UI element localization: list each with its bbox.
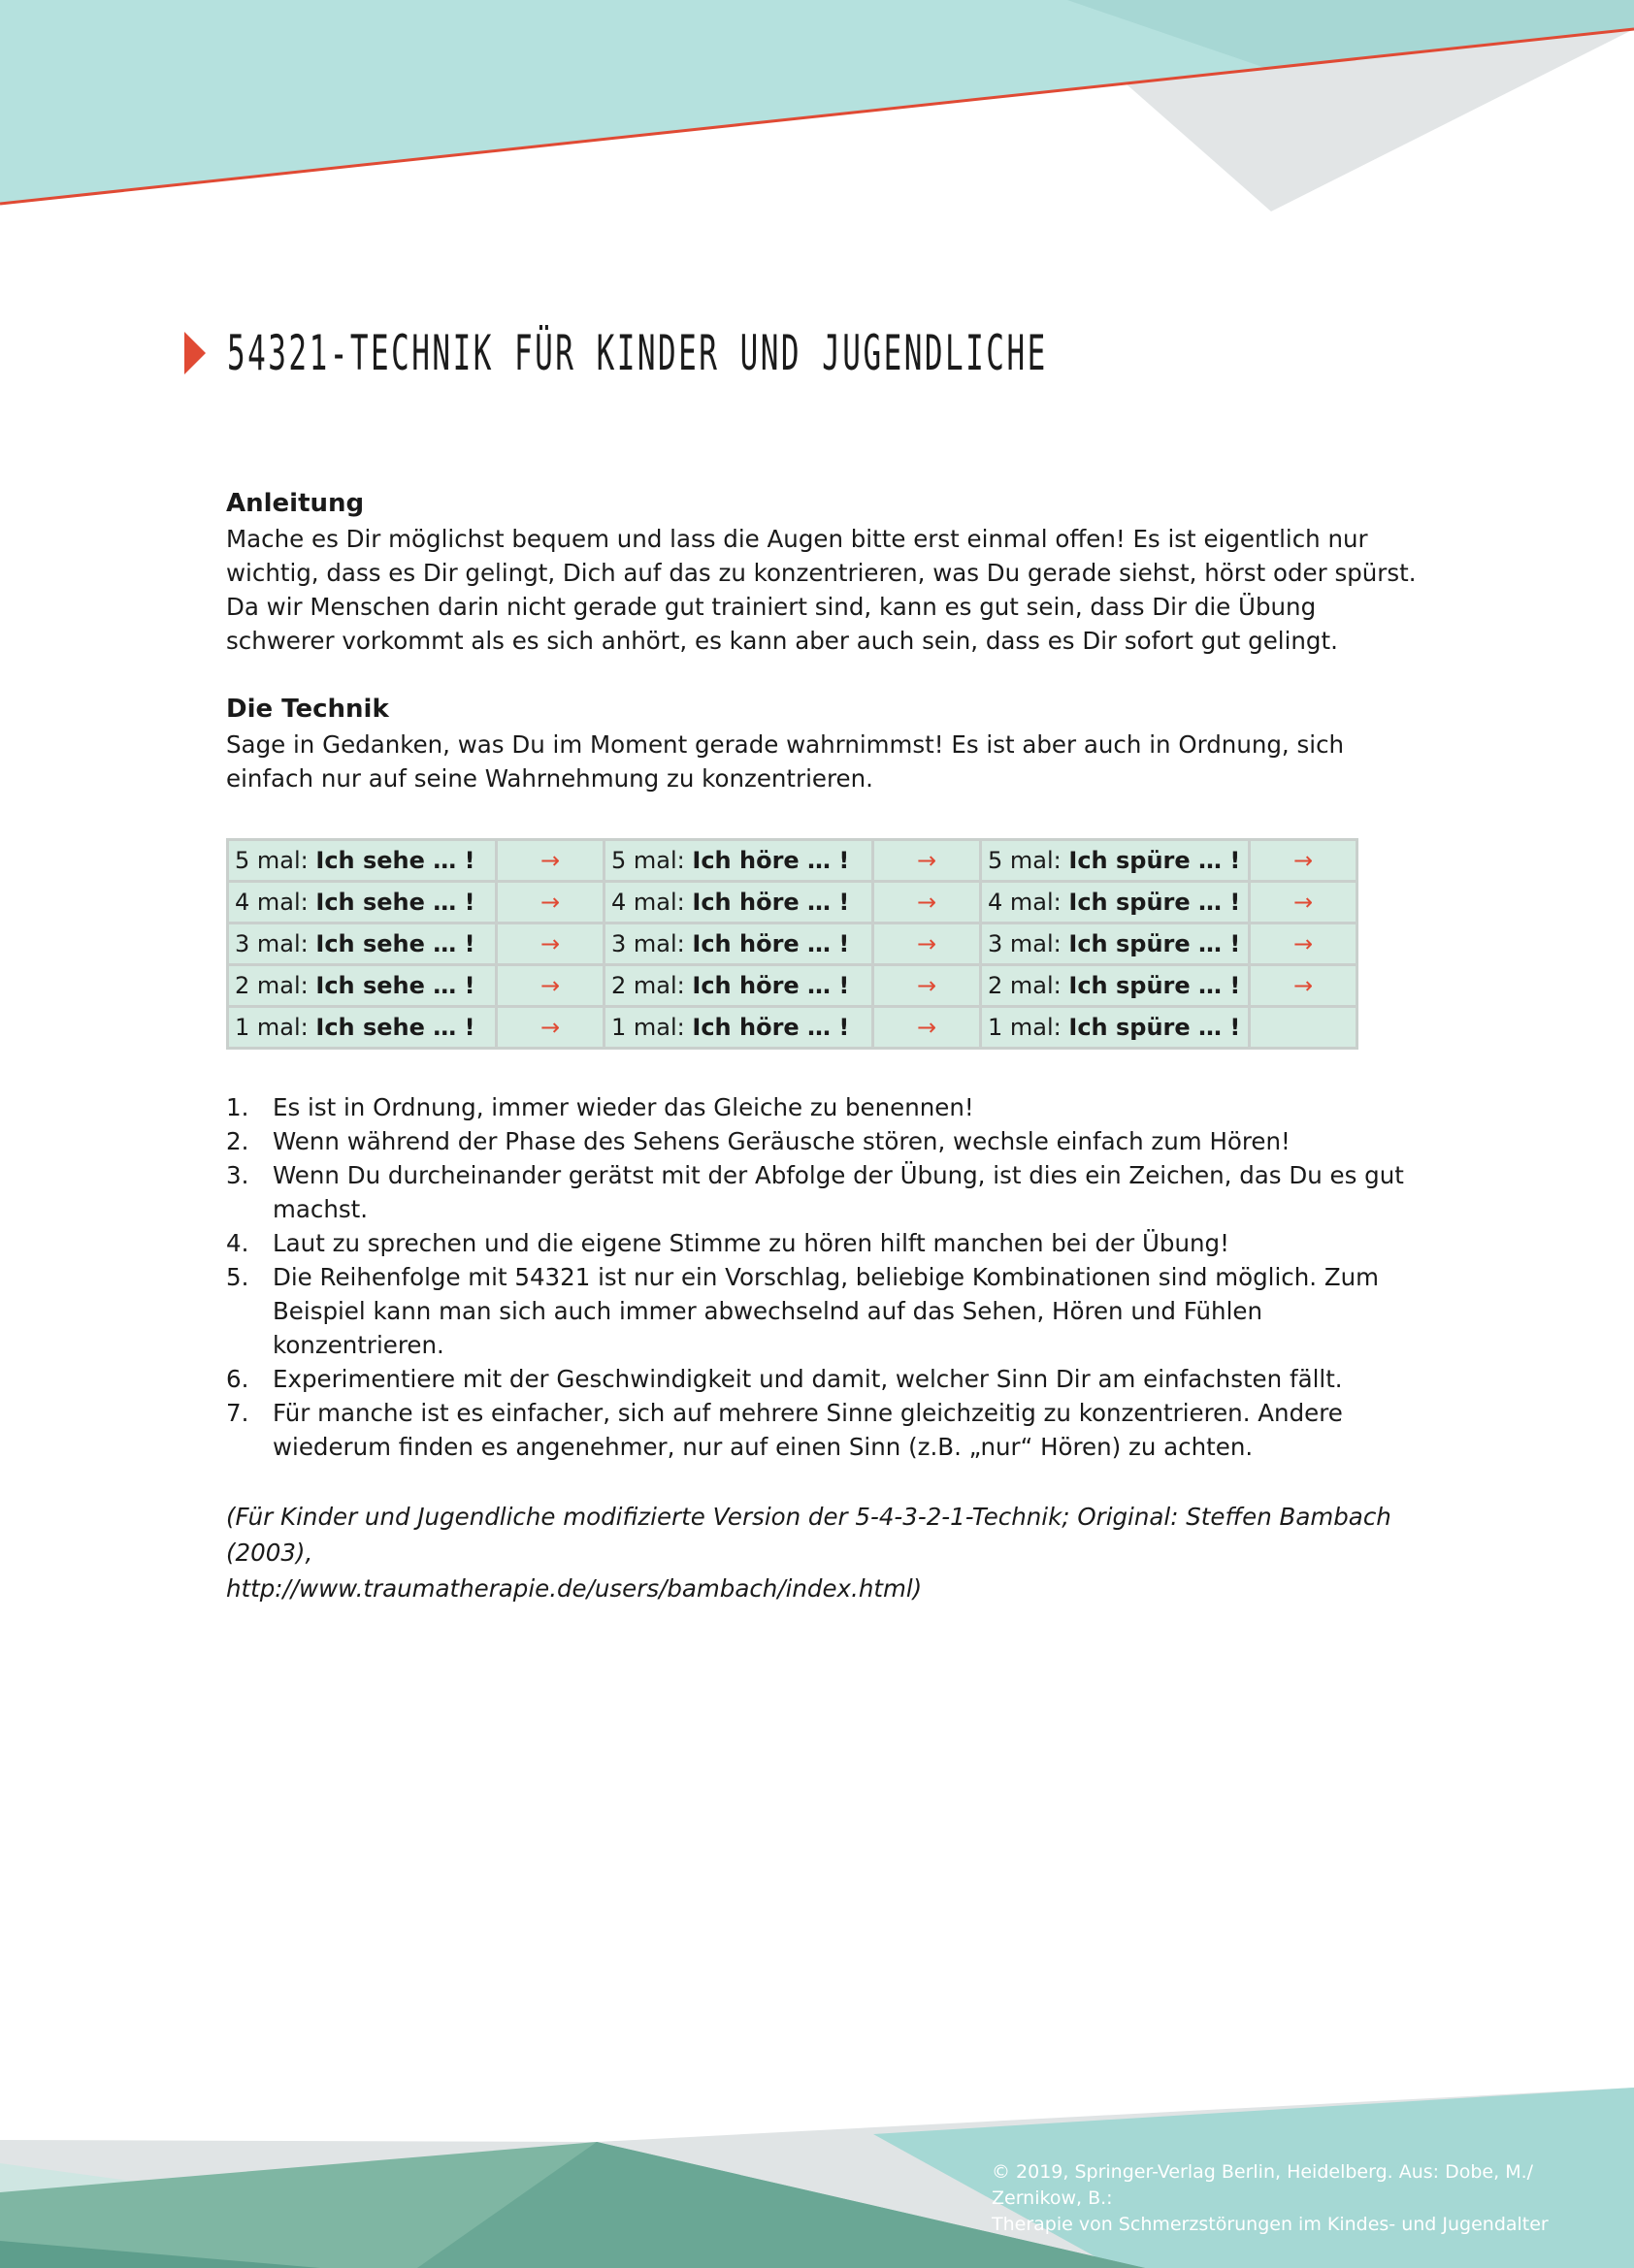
count-label: 1 mal: — [988, 1013, 1062, 1041]
list-item — [226, 1396, 1429, 1464]
top-decoration — [0, 0, 1634, 223]
count-label: 3 mal: — [611, 929, 685, 957]
list-item-number: 1. — [226, 1093, 249, 1121]
table-row — [228, 882, 1357, 923]
table-row — [228, 1007, 1357, 1049]
phrase-label: Ich sehe … ! — [315, 846, 475, 874]
copyright-footer — [992, 2159, 1613, 2238]
table-cell-label — [605, 840, 873, 882]
phrase-label: Ich höre … ! — [692, 971, 850, 999]
technik-text: Sage in Gedanken, was Du im Moment gerade wahrnimmst! Es ist aber auch in Ordnung, sich einfach nur auf seine Wahrnehmung zu konzentrieren. — [226, 730, 1345, 793]
list-item-text: Für manche ist es einfacher, sich auf mehrere Sinne gleichzeitig zu konzentrieren. Andere wiederum finden es angenehmer, nur auf einen Sinn (z.B. „nur“ Hören) zu achten. — [273, 1399, 1343, 1461]
list-item-text: Wenn während der Phase des Sehens Geräusche stören, wechsle einfach zum Hören! — [273, 1127, 1291, 1155]
phrase-label: Ich sehe … ! — [315, 971, 475, 999]
list-item — [226, 1090, 1429, 1124]
page-title-row — [184, 322, 1551, 384]
arrow-right-icon: → — [497, 1007, 605, 1049]
count-label: 1 mal: — [235, 1013, 309, 1041]
technik-heading: Die Technik — [226, 695, 389, 724]
section-anleitung — [226, 485, 1429, 658]
list-item-text: Experimentiere mit der Geschwindigkeit und damit, welcher Sinn Dir am einfachsten fällt. — [273, 1365, 1343, 1393]
anleitung-heading: Anleitung — [226, 489, 365, 518]
notes-list — [226, 1090, 1429, 1464]
list-item — [226, 1260, 1429, 1362]
table-cell-label — [228, 1007, 497, 1049]
arrow-right-icon: → — [497, 923, 605, 965]
phrase-label: Ich höre … ! — [692, 1013, 850, 1041]
footer-line-2: Therapie von Schmerzstörungen im Kindes- und Jugendalter — [992, 2214, 1549, 2235]
phrase-label: Ich spüre … ! — [1068, 888, 1241, 916]
count-label: 3 mal: — [988, 929, 1062, 957]
table-row — [228, 840, 1357, 882]
phrase-label: Ich sehe … ! — [315, 888, 475, 916]
phrase-label: Ich höre … ! — [692, 929, 850, 957]
arrow-right-icon: → — [497, 965, 605, 1007]
list-item-number: 3. — [226, 1161, 249, 1189]
arrow-right-icon: → — [873, 882, 981, 923]
table-cell-label — [228, 882, 497, 923]
count-label: 3 mal: — [235, 929, 309, 957]
list-item-number: 6. — [226, 1365, 249, 1393]
list-item — [226, 1226, 1429, 1260]
count-label: 2 mal: — [235, 971, 309, 999]
list-item-number: 5. — [226, 1263, 249, 1291]
table-cell-label — [981, 923, 1250, 965]
list-item-number: 4. — [226, 1229, 249, 1257]
phrase-label: Ich höre … ! — [692, 846, 850, 874]
technique-table — [226, 838, 1358, 1050]
citation-url: http://www.traumatherapie.de/users/bambach/index.html) — [226, 1574, 923, 1603]
arrow-right-icon: → — [1250, 882, 1357, 923]
phrase-label: Ich spüre … ! — [1068, 929, 1241, 957]
list-item — [226, 1158, 1429, 1226]
page-title: 54321-TECHNIK FÜR KINDER UND JUGENDLICHE — [227, 325, 1048, 381]
arrow-right-icon: → — [873, 923, 981, 965]
list-item-number: 2. — [226, 1127, 249, 1155]
list-item-text: Die Reihenfolge mit 54321 ist nur ein Vorschlag, beliebige Kombinationen sind möglich. Zum Beispiel kann man sich auch immer abwechselnd auf das Sehen, Hören und Fühlen konzentrieren. — [273, 1263, 1380, 1359]
count-label: 5 mal: — [611, 846, 685, 874]
list-item-text: Laut zu sprechen und die eigene Stimme zu hören hilft manchen bei der Übung! — [273, 1229, 1229, 1257]
count-label: 5 mal: — [988, 846, 1062, 874]
arrow-right-icon: → — [873, 965, 981, 1007]
table-row — [228, 965, 1357, 1007]
phrase-label: Ich spüre … ! — [1068, 971, 1241, 999]
table-cell-label — [228, 840, 497, 882]
phrase-label: Ich spüre … ! — [1068, 846, 1241, 874]
table-cell-label — [981, 965, 1250, 1007]
arrow-right-icon: → — [1250, 965, 1357, 1007]
count-label: 4 mal: — [988, 888, 1062, 916]
triangle-right-icon — [184, 332, 206, 374]
count-label: 4 mal: — [611, 888, 685, 916]
phrase-label: Ich sehe … ! — [315, 1013, 475, 1041]
section-technik — [226, 691, 1429, 795]
arrow-right-icon: → — [497, 882, 605, 923]
table-cell-label — [228, 965, 497, 1007]
main-content — [226, 485, 1429, 1606]
arrow-right-icon: → — [873, 840, 981, 882]
phrase-label: Ich spüre … ! — [1068, 1013, 1241, 1041]
table-cell-label — [605, 1007, 873, 1049]
table-cell-label — [605, 882, 873, 923]
table-cell-label — [605, 965, 873, 1007]
arrow-right-icon: → — [497, 840, 605, 882]
arrow-right-icon: → — [873, 1007, 981, 1049]
arrow-right-icon — [1250, 1007, 1357, 1049]
phrase-label: Ich höre … ! — [692, 888, 850, 916]
anleitung-text: Mache es Dir möglichst bequem und lass die Augen bitte erst einmal offen! Es ist eigentlich nur wichtig, dass es Dir gelingt, Dich auf das zu konzentrieren, was Du gerade siehst, hörst oder spürst. Da wir Menschen darin nicht gerade gut trainiert sind, kann es gut sein, dass Dir die Übung schwerer vorkommt als es sich anhört, es kann aber auch sein, dass es Dir sofort gut gelingt. — [226, 525, 1417, 655]
count-label: 4 mal: — [235, 888, 309, 916]
arrow-right-icon: → — [1250, 840, 1357, 882]
list-item-text: Es ist in Ordnung, immer wieder das Gleiche zu benennen! — [273, 1093, 974, 1121]
table-row — [228, 923, 1357, 965]
arrow-right-icon: → — [1250, 923, 1357, 965]
table-cell-label — [981, 840, 1250, 882]
table-cell-label — [228, 923, 497, 965]
table-cell-label — [981, 1007, 1250, 1049]
count-label: 5 mal: — [235, 846, 309, 874]
citation-text: (Für Kinder und Jugendliche modifizierte Version der 5-4-3-2-1-Technik; Original: Steffen Bambach (2003), — [226, 1503, 1391, 1567]
list-item-number: 7. — [226, 1399, 249, 1427]
list-item — [226, 1124, 1429, 1158]
table-cell-label — [981, 882, 1250, 923]
count-label: 2 mal: — [988, 971, 1062, 999]
list-item-text: Wenn Du durcheinander gerätst mit der Abfolge der Übung, ist dies ein Zeichen, das Du es gut machst. — [273, 1161, 1404, 1223]
phrase-label: Ich sehe … ! — [315, 929, 475, 957]
count-label: 2 mal: — [611, 971, 685, 999]
list-item — [226, 1362, 1429, 1396]
table-cell-label — [605, 923, 873, 965]
footer-line-1: © 2019, Springer-Verlag Berlin, Heidelberg. Aus: Dobe, M./ Zernikow, B.: — [992, 2161, 1534, 2209]
citation — [226, 1499, 1429, 1606]
count-label: 1 mal: — [611, 1013, 685, 1041]
